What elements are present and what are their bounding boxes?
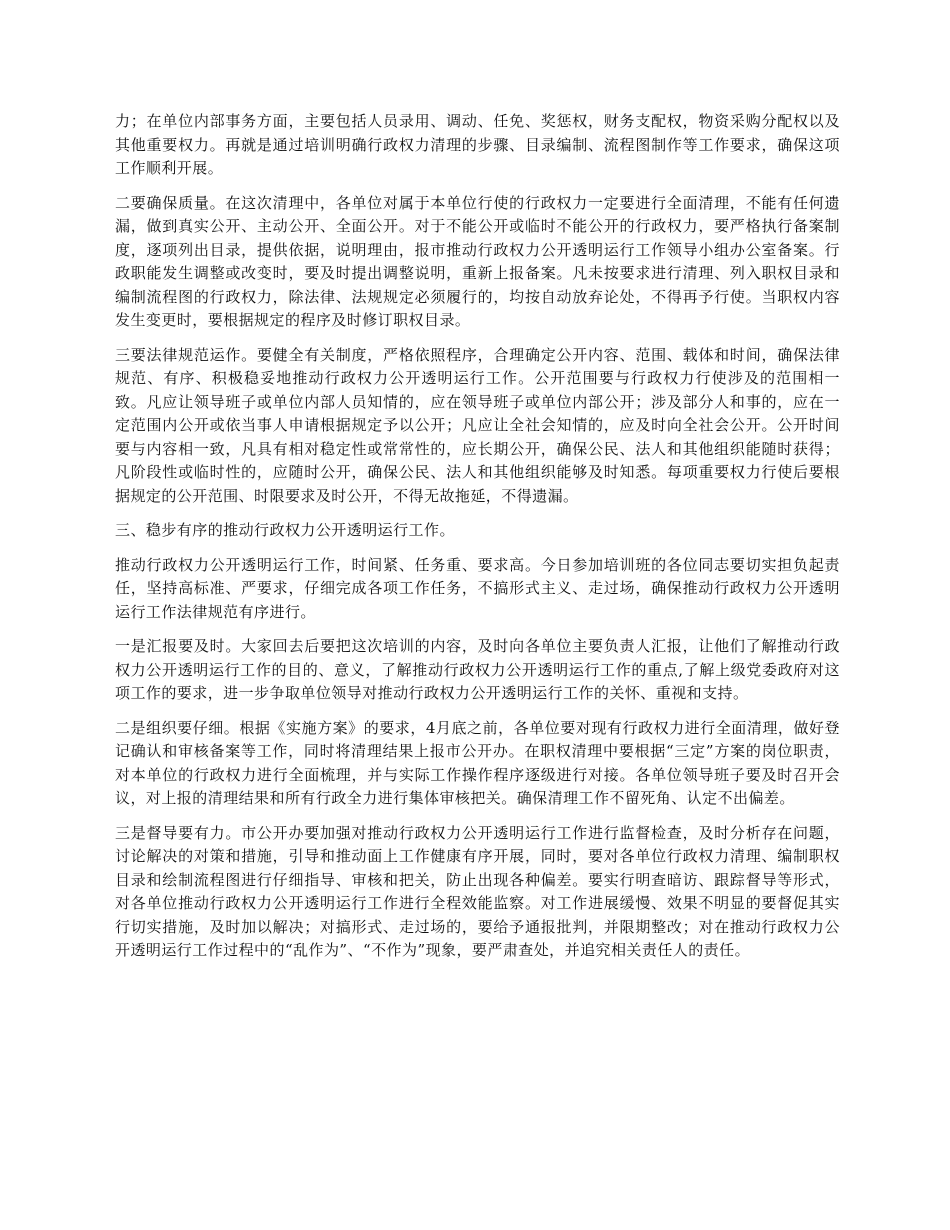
paragraph: 二要确保质量。在这次清理中，各单位对属于本单位行使的行政权力一定要进行全面清理，不能有任何遗漏，做到真实公开、主动公开、全面公开。对于不能公开或临时不能公开的行政权力，要严格执行备案制度，逐项列出目录，提供依据，说明理由，报市推动行政权力公开透明运行工作领导小组办公室备案。行政职能发生调整或改变时，要及时提出调整说明，重新上报备案。凡未按要求进行清理、列入职权目录和编制流程图的行政权力，除法律、法规规定必须履行的，均按自动放弃论处，不得再予行使。当职权内容发生变更时，要根据规定的程序及时修订职权目录。 bbox=[115, 193, 840, 329]
document-body bbox=[115, 110, 840, 974]
paragraph: 二是组织要仔细。根据《实施方案》的要求，4月底之前，各单位要对现有行政权力进行全面清理，做好登记确认和审核备案等工作，同时将清理结果上报市公开办。在职权清理中要根据“三定”方案的岗位职责，对本单位的行政权力进行全面梳理，并与实际工作操作程序逐级进行对接。各单位领导班子要及时召开会议，对上报的清理结果和所有行政全力进行集体审核把关。确保清理工作不留死角、认定不出偏差。 bbox=[115, 718, 840, 807]
paragraph: 一是汇报要及时。大家回去后要把这次培训的内容，及时向各单位主要负责人汇报，让他们了解推动行政权力公开透明运行工作的目的、意义，了解推动行政权力公开透明运行工作的重点,了解上级党委政府对这项工作的要求，进一步争取单位领导对推动行政权力公开透明运行工作的关怀、重视和支持。 bbox=[115, 637, 840, 702]
paragraph: 三要法律规范运作。要健全有关制度，严格依照程序，合理确定公开内容、范围、载体和时间，确保法律规范、有序、积极稳妥地推动行政权力公开透明运行工作。公开范围要与行政权力行使涉及的范围相一致。凡应让领导班子或单位内部人员知情的，应在领导班子或单位内部公开；涉及部分人和事的，应在一定范围内公开或依当事人申请根据规定予以公开；凡应让全社会知情的，应及时向全社会公开。公开时间要与内容相一致，凡具有相对稳定性或常常性的，应长期公开，确保公民、法人和其他组织能随时获得；凡阶段性或临时性的，应随时公开，确保公民、法人和其他组织能够及时知悉。每项重要权力行使后要根据规定的公开范围、时限要求及时公开，不得无故拖延，不得遗漏。 bbox=[115, 345, 840, 505]
paragraph: 三是督导要有力。市公开办要加强对推动行政权力公开透明运行工作进行监督检查，及时分析存在问题，讨论解决的对策和措施，引导和推动面上工作健康有序开展，同时，要对各单位行政权力清理、编制职权目录和绘制流程图进行仔细指导、审核和把关，防止出现各种偏差。要实行明查暗访、跟踪督导等形式，对各单位推动行政权力公开透明运行工作进行全程效能监察。对工作进展缓慢、效果不明显的要督促其实行切实措施，及时加以解决；对搞形式、走过场的，要给予通报批判，并限期整改；对在推动行政权力公开透明运行工作过程中的“乱作为”、“不作为”现象，要严肃查处，并追究相关责任人的责任。 bbox=[115, 823, 840, 959]
paragraph: 力；在单位内部事务方面，主要包括人员录用、调动、任免、奖惩权，财务支配权，物资采购分配权以及其他重要权力。再就是通过培训明确行政权力清理的步骤、目录编制、流程图制作等工作要求，确保这项工作顺利开展。 bbox=[115, 112, 840, 177]
paragraph: 推动行政权力公开透明运行工作，时间紧、任务重、要求高。今日参加培训班的各位同志要切实担负起责任，坚持高标准、严要求，仔细完成各项工作任务，不搞形式主义、走过场，确保推动行政权力公开透明运行工作法律规范有序进行。 bbox=[115, 555, 840, 621]
section-heading: 三、稳步有序的推动行政权力公开透明运行工作。 bbox=[115, 521, 455, 539]
